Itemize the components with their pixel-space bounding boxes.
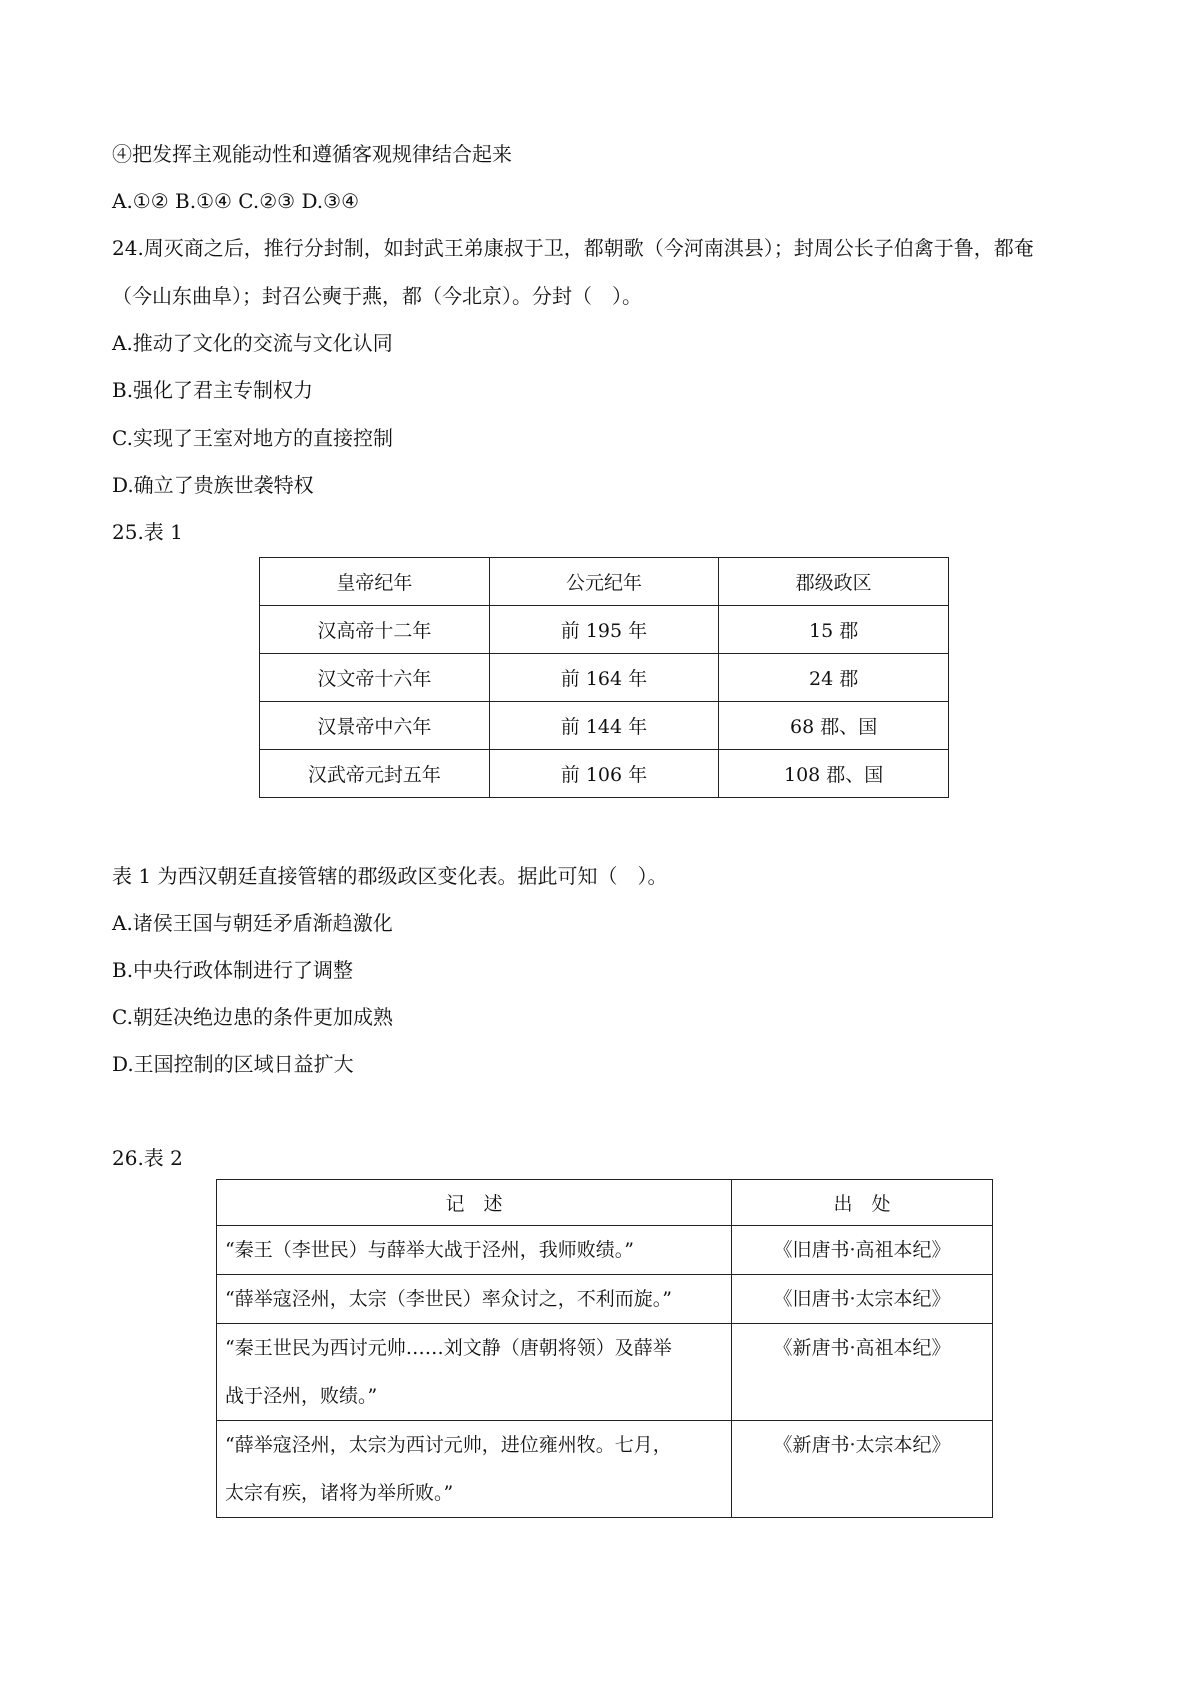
q25-stem: 表 1 为西汉朝廷直接管辖的郡级政区变化表。据此可知（ ）。 bbox=[112, 864, 668, 888]
q25-option-d: D.王国控制的区域日益扩大 bbox=[112, 1052, 354, 1076]
table-header-row bbox=[217, 1180, 993, 1226]
q25-label: 25.表 1 bbox=[112, 520, 183, 544]
table-cell: “薛举寇泾州，太宗为西讨元帅，进位雍州牧。七月， 太宗有疾，诸将为举所败。” bbox=[217, 1421, 732, 1518]
table-cell: 《新唐书·太宗本纪》 bbox=[732, 1421, 993, 1518]
table-row bbox=[260, 654, 949, 702]
table-header-cell: 记 述 bbox=[217, 1180, 732, 1226]
table-cell: “秦王（李世民）与薛举大战于泾州，我师败绩。” bbox=[217, 1226, 732, 1275]
table-cell: 汉文帝十六年 bbox=[260, 654, 490, 702]
table-header-cell: 郡级政区 bbox=[719, 558, 949, 606]
table-cell: “薛举寇泾州，太宗（李世民）率众讨之，不利而旋。” bbox=[217, 1275, 732, 1324]
q23-answer-choices: A.①② B.①④ C.②③ D.③④ bbox=[112, 189, 359, 213]
table-row bbox=[217, 1226, 993, 1275]
table-cell: 《旧唐书·高祖本纪》 bbox=[732, 1226, 993, 1275]
q25-table bbox=[259, 557, 949, 798]
table-header-cell: 出 处 bbox=[732, 1180, 993, 1226]
table-row bbox=[217, 1324, 993, 1421]
q26-table bbox=[216, 1179, 993, 1518]
table-row bbox=[260, 750, 949, 798]
q23-option-4: ④把发挥主观能动性和遵循客观规律结合起来 bbox=[112, 142, 512, 166]
table-cell: 15 郡 bbox=[719, 606, 949, 654]
table-row bbox=[260, 606, 949, 654]
q25-option-a: A.诸侯王国与朝廷矛盾渐趋激化 bbox=[112, 911, 393, 935]
table-cell: 前 195 年 bbox=[489, 606, 719, 654]
q24-option-d: D.确立了贵族世袭特权 bbox=[112, 473, 314, 497]
table-cell: 前 164 年 bbox=[489, 654, 719, 702]
table-cell: “秦王世民为西讨元帅……刘文静（唐朝将领）及薛举 战于泾州，败绩。” bbox=[217, 1324, 732, 1421]
q24-option-c: C.实现了王室对地方的直接控制 bbox=[112, 426, 393, 450]
q25-option-b: B.中央行政体制进行了调整 bbox=[112, 958, 354, 982]
q24-option-b: B.强化了君主专制权力 bbox=[112, 378, 314, 402]
table-row bbox=[260, 702, 949, 750]
table-header-cell: 公元纪年 bbox=[489, 558, 719, 606]
q26-label: 26.表 2 bbox=[112, 1146, 183, 1170]
table-cell: 汉景帝中六年 bbox=[260, 702, 490, 750]
table-header-row bbox=[260, 558, 949, 606]
table-header-cell: 皇帝纪年 bbox=[260, 558, 490, 606]
q24-stem-line2: （今山东曲阜）；封召公奭于燕，都（今北京）。分封（ ）。 bbox=[112, 284, 642, 308]
table-cell: 汉高帝十二年 bbox=[260, 606, 490, 654]
table-cell: 前 106 年 bbox=[489, 750, 719, 798]
table-cell: 《旧唐书·太宗本纪》 bbox=[732, 1275, 993, 1324]
table-row bbox=[217, 1421, 993, 1518]
table-row bbox=[217, 1275, 993, 1324]
table-cell: 68 郡、国 bbox=[719, 702, 949, 750]
table-cell: 108 郡、国 bbox=[719, 750, 949, 798]
table-cell: 24 郡 bbox=[719, 654, 949, 702]
table-cell: 《新唐书·高祖本纪》 bbox=[732, 1324, 993, 1421]
table-cell: 汉武帝元封五年 bbox=[260, 750, 490, 798]
q24-option-a: A.推动了文化的交流与文化认同 bbox=[112, 331, 393, 355]
table-cell: 前 144 年 bbox=[489, 702, 719, 750]
q24-stem-line1: 24.周灭商之后，推行分封制，如封武王弟康叔于卫，都朝歌（今河南淇县）；封周公长子伯禽于鲁，都奄 bbox=[112, 236, 1034, 260]
q25-option-c: C.朝廷决绝边患的条件更加成熟 bbox=[112, 1005, 393, 1029]
